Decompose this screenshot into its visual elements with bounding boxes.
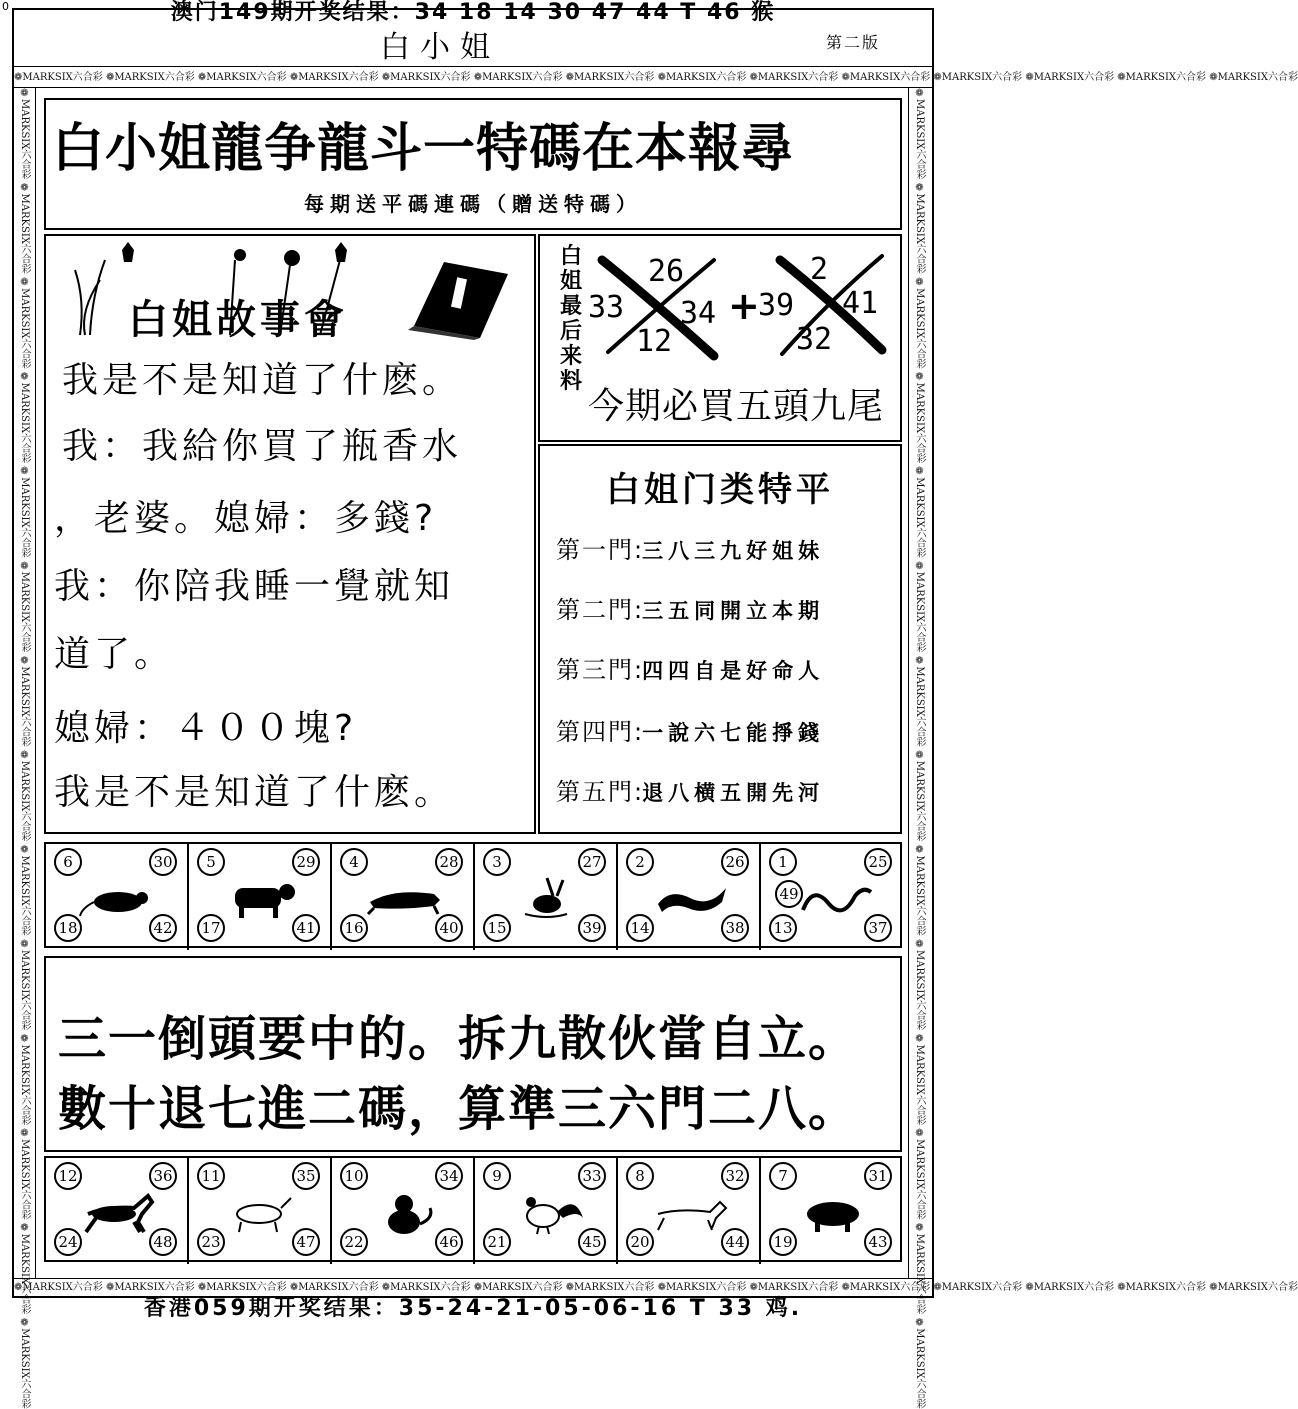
zodiac-bottom-cell-5 — [618, 1158, 761, 1264]
zodiac-bottom-cell-2 — [189, 1158, 332, 1264]
number-ball: 16 — [340, 914, 368, 942]
page-number: 0 — [2, 0, 9, 13]
zodiac-top-cell-3 — [332, 844, 475, 950]
hk-result-banner: 香港059期开奖结果：35-24-21-05-06-16 T 33 鸡. — [143, 1296, 803, 1321]
dragon-icon — [650, 874, 730, 920]
number-ball: 40 — [435, 914, 463, 942]
book-icon — [404, 256, 514, 340]
border-bottom: ❁MARKSIX六合彩 ❁MARKSIX六合彩 ❁MARKSIX六合彩 ❁MARKSIX六合彩 ❁MARKSIX六合彩 ❁MARKSIX六合彩 ❁MARKSIX六合彩 ❁MARKSIX六合彩 ❁MARKSIX六合彩 ❁MARKSIX六合彩 ❁MARKSIX六合彩 ❁MARKSIX六合彩 ❁MARKSIX六合彩 ❁MARKSIX六合彩 — [14, 1278, 932, 1296]
rat-icon — [78, 874, 158, 920]
horse-icon — [78, 1188, 158, 1234]
door-item-2: 第二門:三五同開立本期 — [556, 596, 825, 624]
right-cross-left: 39 — [758, 288, 795, 323]
poem-line-1: 三一倒頭要中的。拆九散伙當自立。 — [58, 1011, 859, 1067]
number-ball: 4 — [340, 848, 368, 876]
number-ball: 43 — [864, 1228, 892, 1256]
door-item-3: 第三門:四四自是好命人 — [556, 656, 825, 684]
macau-result-banner: 澳门149期开奖结果：34 18 14 30 47 44 T 46 猴 — [170, 0, 776, 25]
zodiac-bottom-cell-1 — [46, 1158, 189, 1264]
number-ball: 19 — [769, 1228, 797, 1256]
number-ball: 28 — [435, 848, 463, 876]
number-ball: 11 — [197, 1162, 225, 1190]
number-ball: 21 — [483, 1228, 511, 1256]
right-cross-bottom: 32 — [796, 322, 833, 357]
zodiac-bottom-cell-4 — [475, 1158, 618, 1264]
zodiac-top-cell-2 — [189, 844, 332, 950]
story-line-3: ，老婆。媳婦：多錢? — [54, 498, 438, 539]
number-ball: 25 — [864, 848, 892, 876]
number-ball: 48 — [149, 1228, 177, 1256]
number-ball: 14 — [626, 914, 654, 942]
snake-icon — [793, 874, 873, 920]
number-ball: 32 — [721, 1162, 749, 1190]
number-ball: 29 — [292, 848, 320, 876]
number-ball: 1 — [769, 848, 797, 876]
number-ball: 33 — [578, 1162, 606, 1190]
number-ball: 39 — [578, 914, 606, 942]
border-right: ❁MARKSIX六合彩 ❁MARKSIX六合彩 ❁MARKSIX六合彩 ❁MARKSIX六合彩 ❁MARKSIX六合彩 ❁MARKSIX六合彩 ❁MARKSIX六合彩 ❁MARKSIX六合彩 ❁MARKSIX六合彩 ❁MARKSIX六合彩 ❁MARKSIX六合彩 ❁MARKSIX六合彩 ❁MARKSIX六合彩 ❁MARKSIX六合彩 — [908, 88, 930, 1278]
number-ball: 34 — [435, 1162, 463, 1190]
monkey-icon — [364, 1188, 444, 1234]
last-info-label: 白姐最后来料 — [559, 244, 582, 394]
zodiac-top-cell-4 — [475, 844, 618, 950]
number-ball: 13 — [769, 914, 797, 942]
number-ball: 5 — [197, 848, 225, 876]
number-ball: 3 — [483, 848, 511, 876]
paper-name: 白小姐 — [380, 30, 500, 65]
tiger-icon — [364, 874, 444, 920]
ox-icon — [221, 874, 301, 920]
left-cross-bottom: 12 — [636, 324, 673, 359]
number-ball: 9 — [483, 1162, 511, 1190]
story-line-6: 媳婦：４００塊? — [54, 708, 358, 749]
number-ball: 31 — [864, 1162, 892, 1190]
number-ball: 36 — [149, 1162, 177, 1190]
number-ball: 42 — [149, 914, 177, 942]
number-ball: 10 — [340, 1162, 368, 1190]
goat-icon — [221, 1188, 301, 1234]
plus-sign: + — [728, 284, 760, 328]
right-cross-right: 41 — [842, 286, 879, 321]
right-cross-top: 2 — [810, 252, 829, 287]
story-line-1: 我是不是知道了什麽。 — [62, 360, 463, 401]
number-ball: 15 — [483, 914, 511, 942]
number-ball: 46 — [435, 1228, 463, 1256]
border-left: ❁MARKSIX六合彩 ❁MARKSIX六合彩 ❁MARKSIX六合彩 ❁MARKSIX六合彩 ❁MARKSIX六合彩 ❁MARKSIX六合彩 ❁MARKSIX六合彩 ❁MARKSIX六合彩 ❁MARKSIX六合彩 ❁MARKSIX六合彩 ❁MARKSIX六合彩 ❁MARKSIX六合彩 ❁MARKSIX六合彩 ❁MARKSIX六合彩 — [14, 88, 36, 1278]
door-item-4: 第四門:一說六七能掙錢 — [556, 718, 825, 746]
left-cross-right: 34 — [680, 296, 717, 331]
zodiac-top-cell-5 — [618, 844, 761, 950]
number-ball: 30 — [149, 848, 177, 876]
number-ball: 26 — [721, 848, 749, 876]
left-cross-top: 26 — [648, 254, 685, 289]
number-ball: 24 — [54, 1228, 82, 1256]
number-ball: 12 — [54, 1162, 82, 1190]
number-ball: 35 — [292, 1162, 320, 1190]
zodiac-row-bottom — [44, 1156, 902, 1262]
sub-title: 每期送平碼連碼（贈送特碼） — [304, 192, 642, 216]
number-ball: 37 — [864, 914, 892, 942]
zodiac-bottom-cell-3 — [332, 1158, 475, 1264]
zodiac-top-cell-1 — [46, 844, 189, 950]
dog-icon — [650, 1188, 730, 1234]
rooster-icon — [507, 1188, 587, 1234]
left-cross-left: 33 — [588, 290, 625, 325]
story-line-4: 我：你陪我睡一覺就知 — [54, 566, 455, 607]
number-ball: 23 — [197, 1228, 225, 1256]
main-title: 白小姐龍争龍斗一特碼在本報尋 — [52, 119, 795, 179]
number-ball: 38 — [721, 914, 749, 942]
number-ball: 45 — [578, 1228, 606, 1256]
doors-title: 白姐门类特平 — [606, 470, 834, 510]
number-ball: 20 — [626, 1228, 654, 1256]
number-ball: 2 — [626, 848, 654, 876]
number-ball: 6 — [54, 848, 82, 876]
door-item-1: 第一門:三八三九好姐妹 — [556, 536, 825, 564]
number-ball: 27 — [578, 848, 606, 876]
number-ball: 44 — [721, 1228, 749, 1256]
story-title: 白姐故事會 — [128, 297, 348, 343]
border-top: ❁MARKSIX六合彩 ❁MARKSIX六合彩 ❁MARKSIX六合彩 ❁MARKSIX六合彩 ❁MARKSIX六合彩 ❁MARKSIX六合彩 ❁MARKSIX六合彩 ❁MARKSIX六合彩 ❁MARKSIX六合彩 ❁MARKSIX六合彩 ❁MARKSIX六合彩 ❁MARKSIX六合彩 ❁MARKSIX六合彩 ❁MARKSIX六合彩 — [14, 66, 932, 88]
number-ball: 18 — [54, 914, 82, 942]
number-ball: 8 — [626, 1162, 654, 1190]
pig-icon — [793, 1188, 873, 1234]
number-ball-extra: 49 — [775, 880, 803, 908]
zodiac-bottom-cell-6 — [761, 1158, 904, 1264]
edition-label: 第二版 — [826, 33, 881, 52]
number-ball: 41 — [292, 914, 320, 942]
story-line-7: 我是不是知道了什麽。 — [54, 772, 455, 813]
number-ball: 17 — [197, 914, 225, 942]
poem-line-2: 數十退七進二碼，算準三六門二八。 — [58, 1081, 859, 1137]
zodiac-row-top — [44, 842, 902, 948]
rabbit-icon — [507, 874, 587, 920]
story-line-2: 我：我給你買了瓶香水 — [62, 426, 463, 467]
must-buy-text: 今期必買五頭九尾 — [588, 386, 885, 427]
number-ball: 47 — [292, 1228, 320, 1256]
number-ball: 7 — [769, 1162, 797, 1190]
story-line-5: 道了。 — [54, 634, 175, 675]
door-item-5: 第五門:退八横五開先河 — [556, 778, 825, 806]
number-ball: 22 — [340, 1228, 368, 1256]
zodiac-top-cell-6 — [761, 844, 904, 950]
